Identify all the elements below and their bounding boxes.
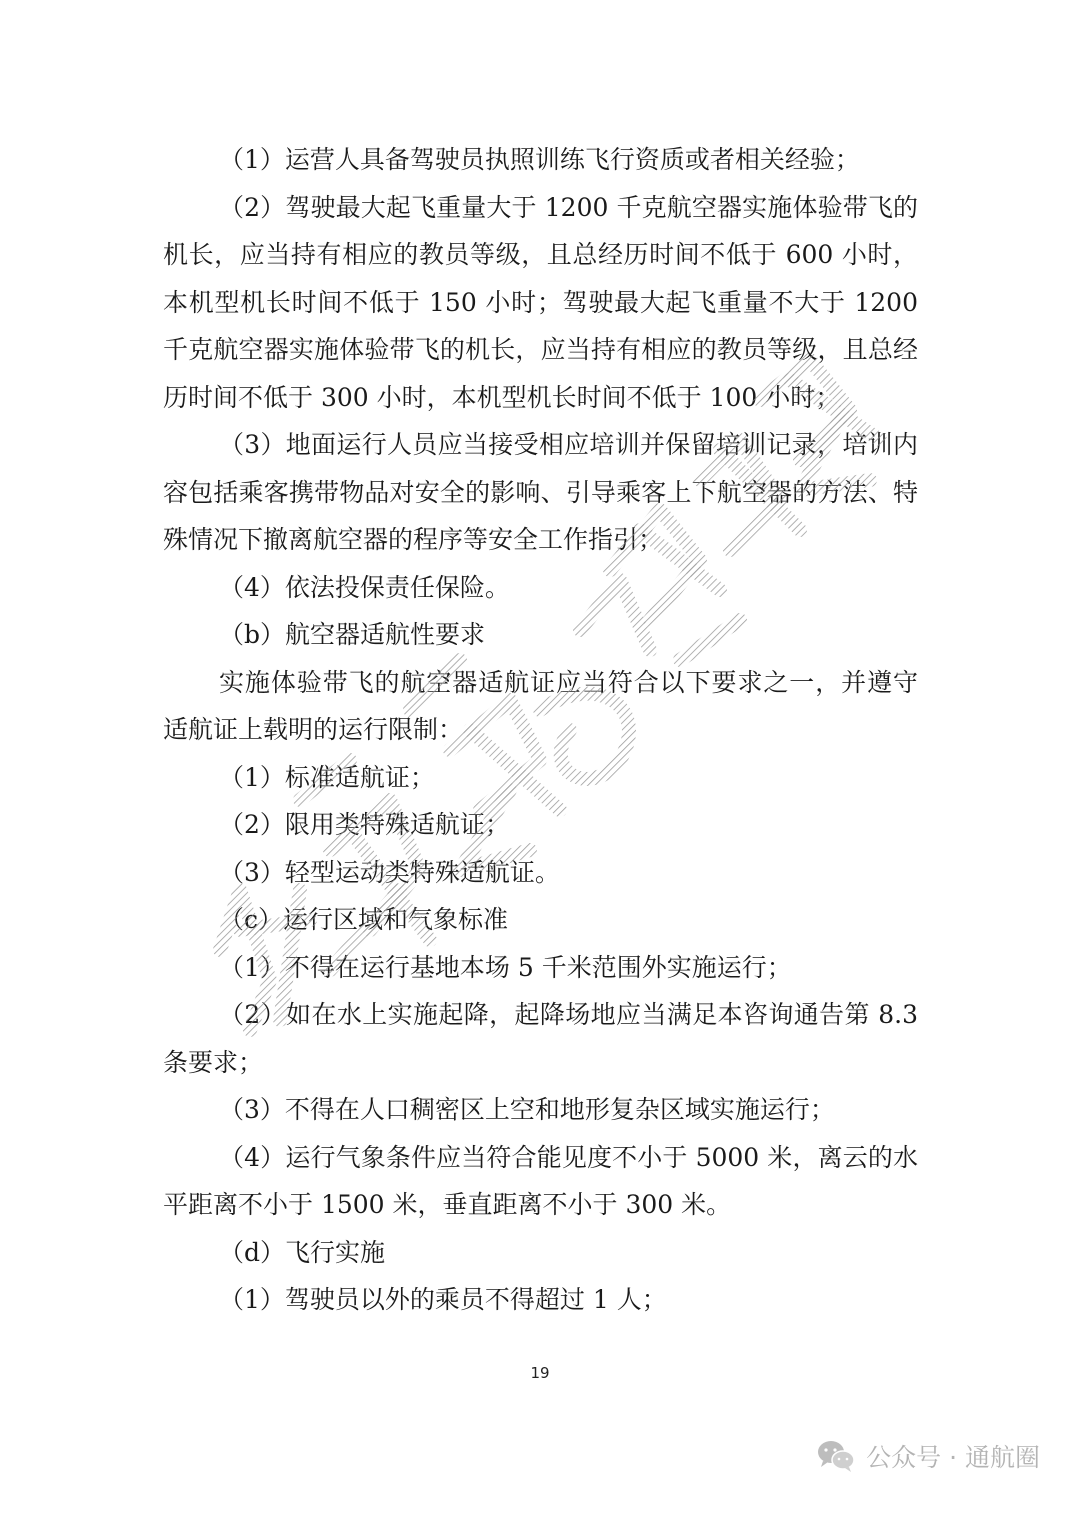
paragraph: （1）驾驶员以外的乘员不得超过 1 人； bbox=[219, 1285, 667, 1314]
document-body bbox=[163, 136, 918, 1324]
paragraph: （3）轻型运动类特殊适航证。 bbox=[219, 857, 560, 887]
wechat-icon bbox=[816, 1439, 856, 1473]
paragraph: （1）运营人具备驾驶员执照训练飞行资质或者相关经验； bbox=[219, 145, 860, 174]
paragraph: （2）驾驶最大起飞重量大于 1200 千克航空器实施体验带飞的机长，应当持有相应的教员等级，且总经历时间不低于 600 小时，本机型机长时间不低于 150 小时；驾驶最大起飞重量不大于 1200 千克航空器实施体验带飞的机长，应当持有相应的教员等级，且总经历时间不低于 300 小时，本机型机长时间不低于 100 小时； bbox=[163, 192, 918, 412]
brand-text: 公众号 · 通航圈 bbox=[866, 1443, 1040, 1472]
paragraph: （3）地面运行人员应当接受相应培训并保留培训记录，培训内容包括乘客携带物品对安全的影响、引导乘客上下航空器的方法、特殊情况下撤离航空器的程序等安全工作指引； bbox=[163, 430, 918, 554]
paragraph: （2）限用类特殊适航证； bbox=[219, 810, 510, 839]
paragraph: （d）飞行实施 bbox=[219, 1237, 386, 1267]
paragraph: （1）不得在运行基地本场 5 千米范围外实施运行； bbox=[219, 952, 792, 982]
paragraph: （4）依法投保责任保险。 bbox=[219, 572, 510, 602]
footer-brand bbox=[816, 1434, 1040, 1478]
paragraph: （1）标准适航证； bbox=[219, 762, 435, 792]
page-number: 19 bbox=[530, 1364, 550, 1382]
paragraph: （3）不得在人口稠密区上空和地形复杂区域实施运行； bbox=[219, 1095, 835, 1124]
paragraph: 实施体验带飞的航空器适航证应当符合以下要求之一，并遵守适航证上载明的运行限制： bbox=[163, 667, 918, 744]
paragraph: （2）如在水上实施起降，起降场地应当满足本咨询通告第 8.3 条要求； bbox=[163, 1000, 918, 1077]
paragraph: （4）运行气象条件应当符合能见度不小于 5000 米，离云的水平距离不小于 1500 米，垂直距离不小于 300 米。 bbox=[163, 1142, 918, 1219]
paragraph: （b）航空器适航性要求 bbox=[219, 620, 486, 649]
paragraph: （c）运行区域和气象标准 bbox=[219, 905, 509, 934]
